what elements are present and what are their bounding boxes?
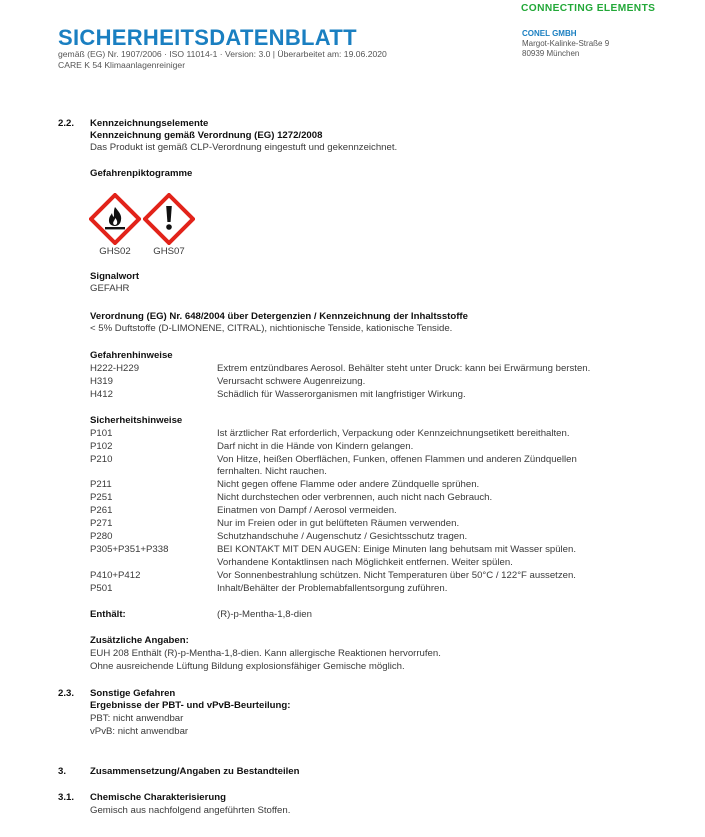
precaution-code: P410+P412 — [90, 570, 141, 581]
precaution-text-continued: fernhalten. Nicht rauchen. — [217, 466, 327, 477]
pictogram-heading: Gefahrenpiktogramme — [90, 168, 193, 179]
exclamation-icon — [143, 193, 195, 245]
precaution-text: Nur im Freien oder in gut belüfteten Räumen verwenden. — [217, 518, 460, 529]
pbt-assessment: PBT: nicht anwendbar — [90, 713, 184, 724]
section-2-3-subtitle: Ergebnisse der PBT- und vPvB-Beurteilung: — [90, 700, 291, 711]
precaution-code: P271 — [90, 518, 113, 529]
additional-info-heading: Zusätzliche Angaben: — [90, 635, 189, 646]
contains-label: Enthält: — [90, 609, 126, 620]
pictogram-code: GHS02 — [99, 246, 131, 257]
precaution-code: P211 — [90, 479, 112, 490]
section-3-1-number: 3.1. — [58, 792, 75, 803]
meta-regulation-line: gemäß (EG) Nr. 1907/2006 · ISO 11014-1 · Version: 3.0 | Überarbeitet am: 19.06.2020 — [58, 49, 387, 59]
pictogram-code: GHS07 — [153, 246, 185, 257]
section-2-2-text: Das Produkt ist gemäß CLP-Verordnung eingestuft und gekennzeichnet. — [90, 142, 398, 153]
signal-word-value: GEFAHR — [90, 283, 130, 294]
precaution-text: Von Hitze, heißen Oberflächen, Funken, offenen Flammen und anderen Zündquellen — [217, 454, 577, 465]
precaution-text: BEI KONTAKT MIT DEN AUGEN: Einige Minuten lang behutsam mit Wasser spülen. — [217, 544, 577, 555]
company-address — [522, 29, 609, 59]
detergent-text: < 5% Duftstoffe (D-LIMONENE, CITRAL), nichtionische Tenside, kationische Tenside. — [90, 323, 453, 334]
section-3-1-title: Chemische Charakterisierung — [90, 792, 226, 803]
brand-tagline: CONNECTING ELEMENTS — [521, 3, 656, 14]
precaution-code: P501 — [90, 583, 113, 594]
precaution-text: Ist ärztlicher Rat erforderlich, Verpackung oder Kennzeichnungsetikett bereithalten. — [217, 428, 570, 439]
section-3-title: Zusammensetzung/Angaben zu Bestandteilen — [90, 766, 300, 777]
signal-word-heading: Signalwort — [90, 271, 140, 282]
company-street: Margot-Kalinke-Straße 9 — [522, 39, 610, 48]
detergent-heading: Verordnung (EG) Nr. 648/2004 über Detergenzien / Kennzeichnung der Inhaltsstoffe — [90, 311, 468, 322]
meta-product-line: CARE K 54 Klimaanlagenreiniger — [58, 60, 186, 70]
precaution-code: P305+P351+P338 — [90, 544, 169, 555]
pictogram-ghs07 — [143, 193, 195, 258]
pictogram-ghs02 — [89, 193, 141, 258]
hazard-text: Verursacht schwere Augenreizung. — [217, 376, 366, 387]
section-3-number: 3. — [58, 766, 67, 777]
precaution-text: Schutzhandschuhe / Augenschutz / Gesichtsschutz tragen. — [217, 531, 468, 542]
precaution-code: P280 — [90, 531, 113, 542]
precaution-text: Nicht gegen offene Flamme oder andere Zündquelle sprühen. — [217, 479, 480, 490]
precaution-code: P102 — [90, 441, 113, 452]
precautionary-statements-heading: Sicherheitshinweise — [90, 415, 183, 426]
vpvb-assessment: vPvB: nicht anwendbar — [90, 726, 189, 737]
precaution-code: P210 — [90, 454, 113, 465]
precaution-text: Darf nicht in die Hände von Kindern gelangen. — [217, 441, 414, 452]
hazard-text: Extrem entzündbares Aerosol. Behälter steht unter Druck: kann bei Erwärmung bersten. — [217, 363, 591, 374]
precaution-text: Vor Sonnenbestrahlung schützen. Nicht Temperaturen über 50°C / 122°F aussetzen. — [217, 570, 576, 581]
precaution-code: P251 — [90, 492, 113, 503]
section-2-2-title: Kennzeichnungselemente — [90, 118, 209, 129]
document-title: SICHERHEITSDATENBLATT — [58, 25, 357, 50]
section-2-3-title: Sonstige Gefahren — [90, 688, 176, 699]
company-name: CONEL GMBH — [522, 29, 577, 38]
precaution-code: P261 — [90, 505, 113, 516]
section-2-2-number: 2.2. — [58, 118, 75, 129]
precaution-code: P101 — [90, 428, 113, 439]
hazard-text: Schädlich für Wasserorganismen mit langfristiger Wirkung. — [217, 389, 466, 400]
hazard-code: H222-H229 — [90, 363, 140, 374]
precaution-text: Inhalt/Behälter der Problemabfallentsorgung zuführen. — [217, 583, 448, 594]
section-2-2-subtitle: Kennzeichnung gemäß Verordnung (EG) 1272/2008 — [90, 130, 323, 141]
flame-icon — [89, 193, 141, 245]
contains-value: (R)-p-Mentha-1,8-dien — [217, 609, 312, 620]
section-3-1-text: Gemisch aus nachfolgend angeführten Stoffen. — [90, 805, 291, 816]
hazard-statements-heading: Gefahrenhinweise — [90, 350, 173, 361]
hazard-code: H412 — [90, 389, 113, 400]
hazard-code: H319 — [90, 376, 113, 387]
precaution-text: Nicht durchstechen oder verbrennen, auch nicht nach Gebrauch. — [217, 492, 493, 503]
company-city: 80939 München — [522, 49, 580, 58]
precaution-text: Einatmen von Dampf / Aerosol vermeiden. — [217, 505, 397, 516]
precaution-text-continued: Vorhandene Kontaktlinsen nach Möglichkeit entfernen. Weiter spülen. — [217, 557, 513, 568]
document-meta — [58, 49, 387, 71]
section-2-3-number: 2.3. — [58, 688, 75, 699]
additional-info-line: EUH 208 Enthält (R)-p-Mentha-1,8-dien. Kann allergische Reaktionen hervorrufen. — [90, 648, 441, 659]
additional-info-line: Ohne ausreichende Lüftung Bildung explosionsfähiger Gemische möglich. — [90, 661, 405, 672]
